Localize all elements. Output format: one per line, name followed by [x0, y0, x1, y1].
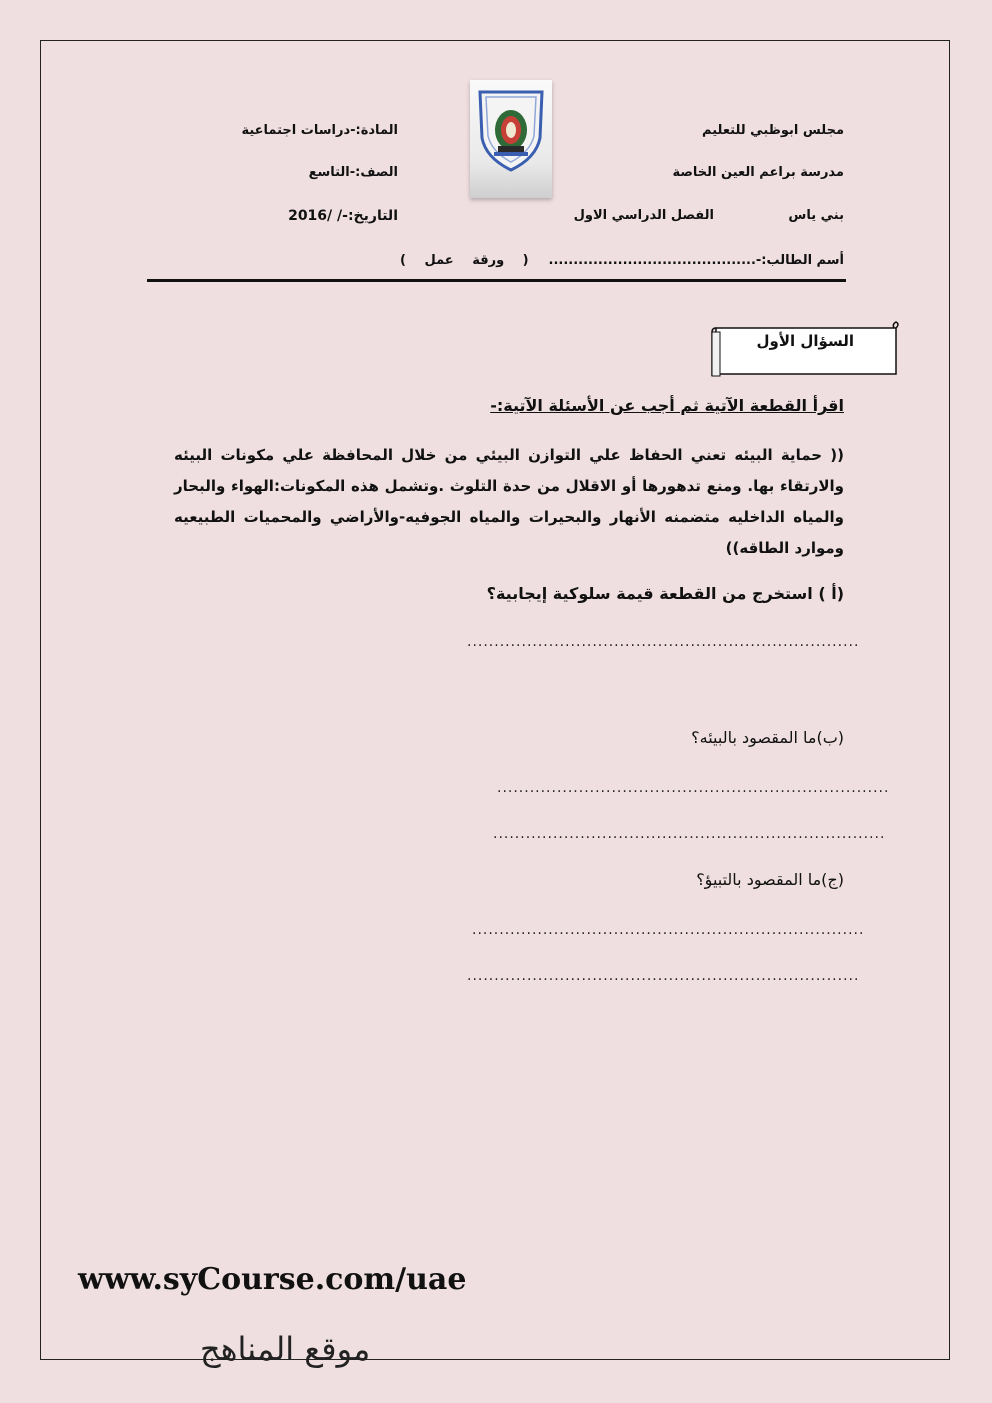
location: بني ياس	[788, 208, 844, 223]
page-frame	[40, 40, 950, 1360]
question-c: (ج)ما المقصود بالتبيؤ؟	[696, 870, 844, 889]
instruction: اقرأ القطعة الآتية ثم أجب عن الأسئلة الآتية:-	[490, 396, 844, 415]
website-url[interactable]: www.syCourse.com/uae	[78, 1262, 467, 1297]
question-title-box	[710, 322, 900, 378]
school-crest-icon	[470, 80, 552, 198]
question-title: السؤال الأول	[756, 332, 854, 350]
semester: الفصل الدراسي الاول	[573, 208, 714, 223]
grade: الصف:-التاسع	[308, 165, 398, 180]
scroll-banner-icon	[710, 322, 900, 378]
answer-line-c1[interactable]: ........................................................................	[472, 922, 865, 938]
question-a: (أ ) استخرج من القطعة قيمة سلوكية إيجابية؟	[486, 584, 844, 603]
student-name-field[interactable]: أسم الطالب:-..........................................	[548, 253, 844, 268]
answer-line-b1[interactable]: ........................................................................	[497, 780, 890, 796]
answer-line-a1[interactable]: ........................................................................	[467, 634, 860, 650]
header-divider	[147, 279, 846, 282]
council-name: مجلس ابوظبي للتعليم	[702, 123, 844, 138]
answer-line-b2[interactable]: ........................................................................	[493, 826, 886, 842]
school-logo	[470, 80, 552, 198]
signature: موقع المناهج	[200, 1330, 371, 1368]
question-b: (ب)ما المقصود بالبيئه؟	[691, 728, 844, 747]
school-name: مدرسة براعم العين الخاصة	[672, 165, 844, 180]
subject: المادة:-دراسات اجتماعية	[241, 123, 398, 138]
passage: (( حماية البيئه تعني الحفاظ علي التوازن البيئي من خلال المحافظة علي مكونات البيئه والارتقاء بها. ومنع تدهورها أو الاقلال من حدة التلوث .وتشمل هذه المكونات:الهواء والبحار والمياه الداخليه متضمنه الأنهار والبحيرات والمياه الجوفيه-والأراضي والمحميات الطبيعيه وموارد الطاقه))	[174, 446, 844, 557]
date: التاريخ:-/ /2016	[288, 208, 398, 224]
worksheet-label: ( ورقة عمل )	[400, 253, 529, 268]
answer-line-c2[interactable]: ........................................................................	[467, 968, 860, 984]
